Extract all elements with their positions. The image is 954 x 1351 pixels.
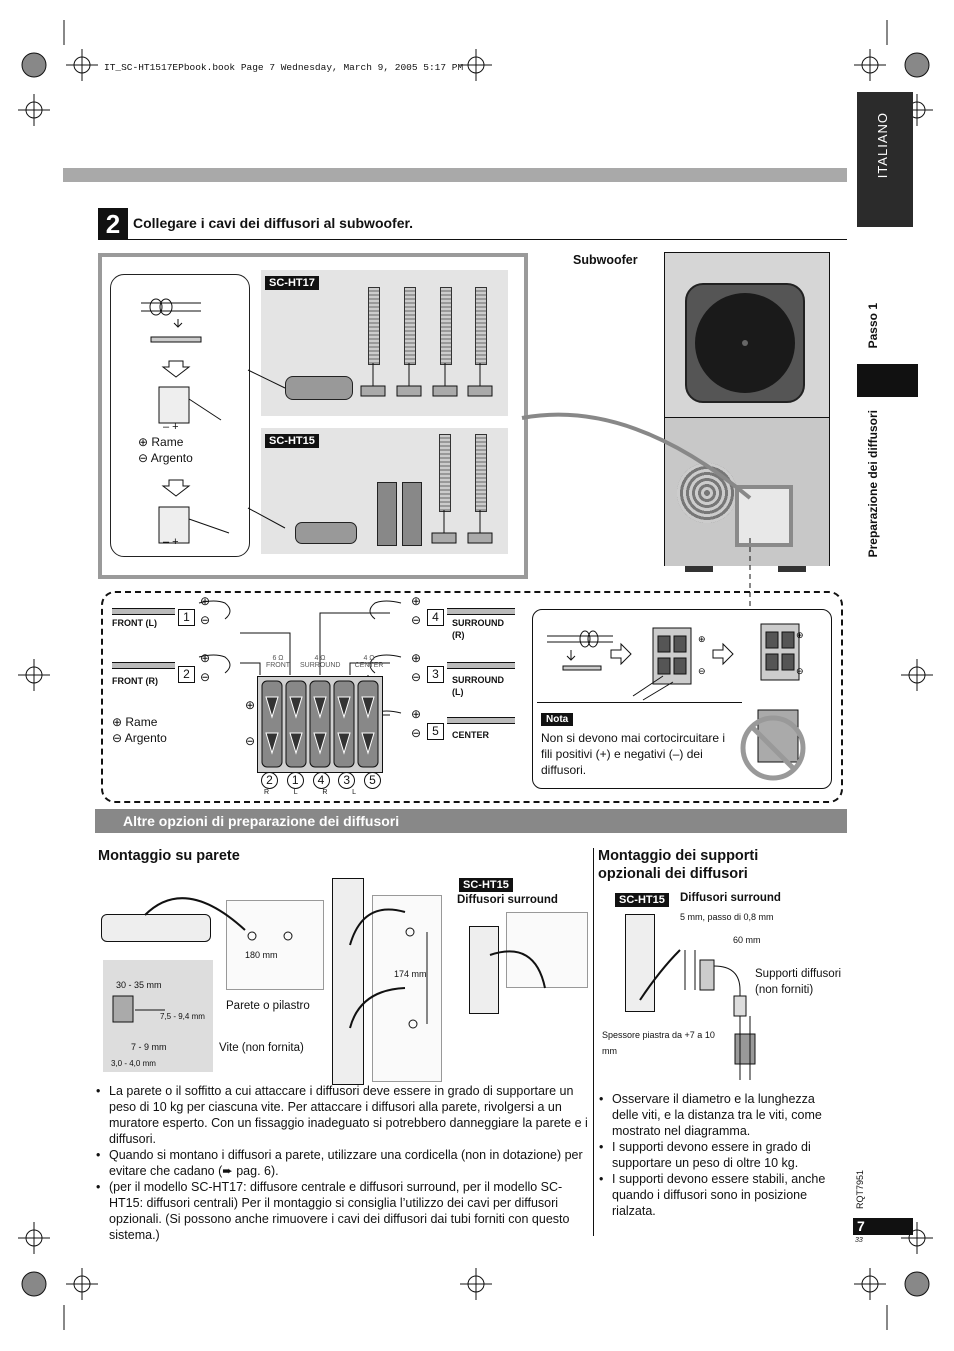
svg-text:– +: – + (163, 421, 179, 433)
language-tab (857, 92, 913, 227)
print-header: IT_SC-HT1517EPbook.book Page 7 Wednesday, March 9, 2005 5:17 PM (104, 62, 464, 73)
cable-surround-r (447, 608, 515, 615)
cable-number-3: 3 (427, 666, 444, 683)
wall-model-tag: SC-HT15 (459, 878, 513, 892)
cable-label-center: CENTER (452, 730, 490, 740)
dim-7-5: 7,5 - 9,4 mm (160, 1012, 205, 1021)
dim-60mm: 60 mm (733, 935, 761, 945)
dim-180: 180 mm (245, 950, 278, 960)
copper-label-2: ⊕ Rame (112, 715, 158, 729)
woofer-cap (742, 340, 748, 346)
plus-mark-4: ⊕ (411, 594, 422, 608)
wall-surround-label: Diffusori surround (457, 894, 558, 906)
title-rule (128, 239, 847, 240)
wire-prep-bubble (110, 274, 250, 557)
plus-mark-2: ⊕ (200, 651, 211, 665)
plus-mark-3: ⊕ (411, 651, 422, 665)
terminal-number-2: 2 (261, 772, 278, 789)
svg-text:⊕: ⊕ (796, 630, 804, 640)
svg-text:⊖: ⊖ (698, 666, 706, 676)
wall-label: Parete o pilastro (226, 1000, 310, 1012)
doc-code: RQT7951 (855, 1170, 865, 1210)
wire-prep-drawing (111, 275, 249, 556)
side-l-2: L (352, 789, 356, 796)
side-l-1: L (293, 789, 298, 796)
minus-mark-3: ⊖ (411, 670, 422, 684)
minus-mark-5: ⊖ (411, 726, 422, 740)
speaker-stands-ht17 (261, 270, 508, 416)
board-plus: ⊕ (245, 698, 256, 712)
terminal-label-front: 6 Ω FRONT (265, 655, 291, 669)
cable-number-4: 4 (427, 609, 444, 626)
section-label: Preparazione dei diffusori (866, 410, 880, 558)
step-tab (857, 364, 918, 397)
screw-label: Vite (non fornita) (219, 1042, 304, 1054)
cable-number-2: 2 (178, 666, 195, 683)
side-r-1: R (264, 789, 270, 796)
step-label: Passo 1 (866, 303, 880, 349)
dim-7-9: 7 - 9 mm (131, 1042, 167, 1052)
subwoofer-foot-2 (778, 566, 806, 572)
nota-text: Non si devono mai cortocircuitare i fili positivi (+) e negativi (–) dei diffusori. (541, 731, 726, 777)
options-bar (95, 809, 847, 833)
sc-ht15-panel (261, 428, 508, 554)
plus-mark-1: ⊕ (200, 594, 211, 608)
svg-text:– +: – + (163, 536, 179, 548)
dim-174: 174 mm (394, 969, 427, 979)
page-number-box (853, 1218, 913, 1235)
header-bar (63, 168, 847, 182)
cable-and-leader (520, 408, 760, 608)
cable-label-front-r: FRONT (R) (112, 676, 158, 686)
cable-number-1: 1 (178, 609, 195, 626)
terminal-clips (258, 677, 382, 772)
terminal-board (257, 676, 383, 773)
wall-mount-title: Montaggio su parete (98, 848, 240, 864)
subwoofer-label: Subwoofer (573, 253, 638, 267)
wall-notes (94, 1083, 588, 1243)
bubble-pointers (240, 360, 290, 540)
stand-note-3: • I supporti devono essere stabili, anche quando i diffusori sono in posizione rialzata. (597, 1171, 835, 1219)
terminal-number-row (261, 772, 381, 789)
minus-mark-2: ⊖ (200, 670, 211, 684)
woofer-frame (685, 283, 805, 403)
copper-label: ⊕ Rame (138, 435, 184, 449)
stand-label: Supporti diffusori (non forniti) (755, 968, 842, 996)
model-tag-ht17: SC-HT17 (265, 276, 319, 290)
page-number: 7 (857, 1218, 865, 1234)
wall-note-3: • (per il modello SC-HT17: diffusore centrale e diffusori surround, per il modello SC-HT15: diffusori centrali) Per il montaggio si consiglia l’utilizzo dei cavi per diffusori opzionali. (Si possono anche rimuovere i cavi dei diffusori dai tubi forniti con questo sistema.) (94, 1179, 588, 1243)
sc-ht17-panel (261, 270, 508, 416)
dim-5mm: 5 mm, passo di 0,8 mm (680, 912, 774, 922)
dim-3-4: 3,0 - 4,0 mm (111, 1059, 156, 1068)
svg-text:⊖: ⊖ (796, 666, 804, 676)
stand-note-2: • I supporti devono essere in grado di supportare un peso di oltre 10 kg. (597, 1139, 835, 1171)
side-r-2: R (322, 789, 328, 796)
plate-label: Spessore piastra da +7 a 10 mm (602, 1030, 715, 1056)
svg-text:⊕: ⊕ (698, 634, 706, 644)
options-bar-title: Altre opzioni di preparazione dei diffusori (123, 813, 400, 829)
stands-model-tag: SC-HT15 (615, 893, 669, 907)
cable-front-r (112, 662, 175, 669)
cable-front-l (112, 608, 175, 615)
cable-surround-l (447, 662, 515, 669)
silver-label: ⊖ Argento (138, 451, 193, 465)
cable-label-surround-l: SURROUND (L) (452, 675, 505, 697)
terminal-label-surround: 4 Ω SURROUND (300, 655, 341, 669)
cable-center (447, 717, 515, 724)
silver-label-2: ⊖ Argento (112, 731, 167, 745)
stands-surround-label: Diffusori surround (680, 892, 781, 904)
wall-note-1: • La parete o il soffitto a cui attaccare i diffusori deve essere in grado di supportare un peso di 10 kg per ciascuna vite. Per attaccare i diffusori alla parete, rivolgersi a un muratore esperto. Con un fissaggio inadeguato si potrebbero danneggiare la parete e i diffusori. (94, 1083, 588, 1147)
terminal-number-5: 5 (364, 772, 381, 789)
minus-mark-1: ⊖ (200, 613, 211, 627)
wall-note-2: • Quando si montano i diffusori a parete, utilizzare una cordicella (non in dotazione) per evitare che cadano (➨ pag. 6). (94, 1147, 588, 1179)
stand-note-1: • Osservare il diametro e la lunghezza delle viti, e la distanza tra le viti, come mostrato nel diagramma. (597, 1091, 835, 1139)
terminal-side-row (264, 789, 356, 796)
cable-label-front-l: FRONT (L) (112, 618, 157, 628)
language-label: ITALIANO (875, 112, 890, 179)
stand-notes (597, 1091, 835, 1219)
dim-30-35: 30 - 35 mm (116, 980, 162, 990)
terminal-number-1: 1 (287, 772, 304, 789)
cable-label-surround-r: SURROUND (R) (452, 618, 505, 640)
terminal-number-3: 3 (338, 772, 355, 789)
nota-label: Nota (541, 713, 573, 726)
cable-number-5: 5 (427, 723, 444, 740)
sub-page-number: 33 (855, 1237, 863, 1244)
step-number: 2 (98, 208, 128, 240)
step-title: Collegare i cavi dei diffusori al subwoofer. (133, 215, 414, 231)
board-minus: ⊖ (245, 734, 256, 748)
speaker-stands-ht15 (261, 428, 508, 554)
terminal-label-center: 4 Ω CENTER (354, 655, 384, 669)
stands-title: Montaggio dei supporti opzionali dei diffusori (598, 848, 759, 882)
minus-mark-4: ⊖ (411, 613, 422, 627)
insertion-inset (532, 609, 832, 789)
terminal-number-4: 4 (313, 772, 330, 789)
column-divider (593, 848, 594, 1236)
plus-mark-5: ⊕ (411, 707, 422, 721)
model-tag-ht15: SC-HT15 (265, 434, 319, 448)
